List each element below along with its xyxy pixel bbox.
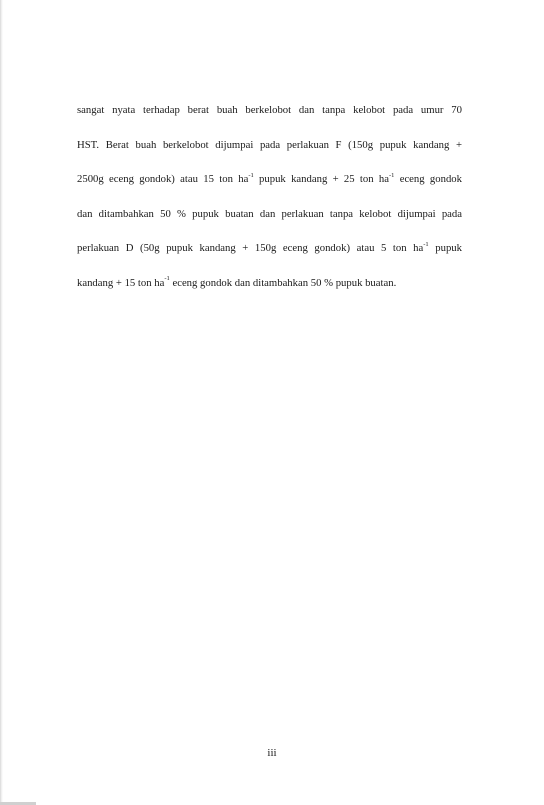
page-number: iii [267, 747, 277, 759]
text-segment: eceng gondok dan ditambahkan 50 % pupuk buatan. [169, 276, 397, 289]
text-segment: kandang + 15 ton ha [77, 276, 165, 289]
body-paragraph [77, 93, 462, 300]
text-line-6 [77, 266, 462, 301]
text-segment: eceng gondok [394, 173, 462, 185]
superscript: -1 [164, 275, 170, 283]
text-line-4: dan ditambahkan 50 % pupuk buatan dan perlakuan tanpa kelobot dijumpai pada [77, 207, 462, 220]
text-line-5 [77, 231, 462, 266]
text-line-3 [77, 162, 462, 197]
superscript: -1 [423, 240, 429, 248]
text-line-1: sangat nyata terhadap berat buah berkelobot dan tanpa kelobot pada umur 70 [77, 104, 462, 116]
text-line-2: HST. Berat buah berkelobot dijumpai pada perlakuan F (150g pupuk kandang + [77, 138, 462, 151]
text-segment: perlakuan D (50g pupuk kandang + 150g eceng gondok) atau 5 ton ha [77, 242, 424, 254]
text-segment: pupuk kandang + 25 ton ha [253, 173, 389, 185]
text-segment: 2500g eceng gondok) atau 15 ton ha [77, 173, 249, 185]
page-left-edge [0, 0, 3, 805]
text-segment: pupuk [428, 242, 462, 254]
superscript: -1 [388, 171, 395, 179]
superscript: -1 [248, 171, 254, 179]
